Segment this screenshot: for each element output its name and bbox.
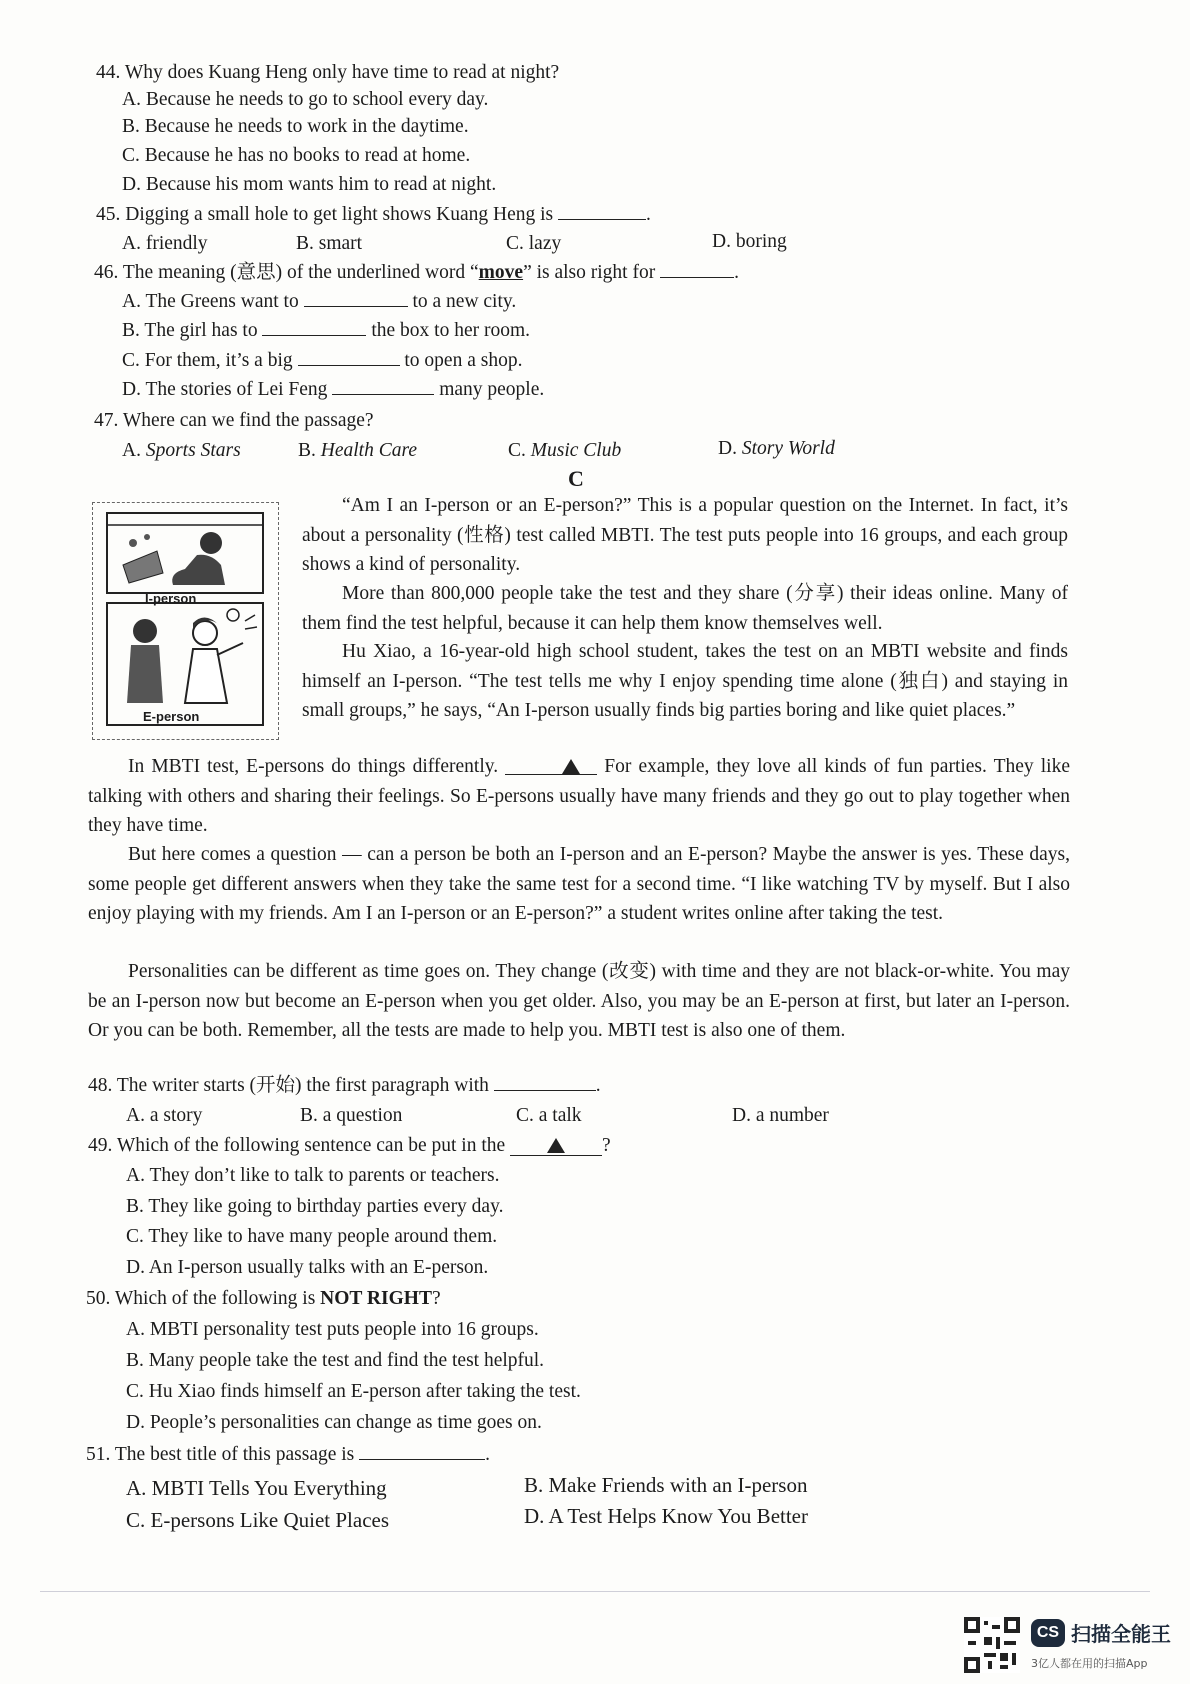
i-person-head xyxy=(200,532,222,554)
option-text: the box to her room. xyxy=(371,320,531,341)
camscanner-logo: CS xyxy=(1031,1619,1065,1647)
question-46-end: . xyxy=(734,262,739,283)
question-51 xyxy=(86,1442,490,1468)
question-49-option-c: C. They like to have many people around them. xyxy=(126,1226,498,1247)
question-51-option-b: B. Make Friends with an I-person xyxy=(524,1473,808,1497)
footer-divider xyxy=(40,1591,1150,1592)
triangle-icon xyxy=(547,1138,565,1153)
option-letter: B. xyxy=(298,440,316,461)
question-49 xyxy=(88,1133,611,1159)
question-46-option-a xyxy=(122,289,516,315)
question-44-stem: Why does Kuang Heng only have time to read at night? xyxy=(124,62,560,83)
question-44 xyxy=(96,60,559,86)
question-47-option-a xyxy=(122,438,241,464)
triangle-blank xyxy=(510,1136,602,1156)
question-51-stem: 51. The best title of this passage is xyxy=(86,1444,355,1465)
question-47: 47. Where can we find the passage? xyxy=(94,410,374,431)
option-text: A. The Greens want to xyxy=(122,291,299,312)
question-49-option-d: D. An I-person usually talks with an E-person. xyxy=(126,1257,489,1278)
question-44-number: 44. xyxy=(96,62,121,83)
question-45 xyxy=(96,202,651,228)
question-45-stem: 45. Digging a small hole to get light shows Kuang Heng is xyxy=(96,204,554,225)
paragraph-text: In MBTI test, E-persons do things differently. xyxy=(128,756,499,777)
question-44-option-c: C. Because he has no books to read at home. xyxy=(122,145,471,166)
passage-paragraph-2: More than 800,000 people take the test and they share (分享) their ideas online. Many of them find the test helpful, because it can help them know themselves well. xyxy=(302,583,1068,634)
e-person-body-left xyxy=(127,645,163,703)
option-letter: D. xyxy=(718,438,737,459)
question-51-option-d: D. A Test Helps Know You Better xyxy=(524,1504,808,1528)
question-48-option-a: A. a story xyxy=(126,1105,203,1126)
section-c-title: C xyxy=(568,466,584,491)
triangle-blank xyxy=(505,755,597,775)
personality-illustration xyxy=(92,502,279,740)
i-person-notes xyxy=(144,534,150,540)
question-46-stem-pre: 46. The meaning (意思) of the underlined word “ xyxy=(94,262,479,283)
option-text: C. For them, it’s a big xyxy=(122,350,293,371)
question-47-option-c xyxy=(508,438,621,464)
question-45-option-b: B. smart xyxy=(296,233,363,254)
answer-blank xyxy=(359,1443,485,1460)
passage-paragraph-3: Hu Xiao, a 16-year-old high school student, takes the test on an MBTI website and finds himself an I-person. “The test tells me why I enjoy spending time alone (独白) and staying in small groups,” he says, “An I-person usually finds big parties boring and like quiet places.” xyxy=(302,641,1068,721)
e-person-label: E-person xyxy=(143,709,200,724)
i-person-book xyxy=(123,551,163,583)
paragraph-text: For example, they love all kinds of fun parties. They like talking with others and sharing their feelings. So E-persons usually have many friends and they go out to play together when they have time. xyxy=(88,756,1071,836)
question-44-option-a: A. Because he needs to go to school every day. xyxy=(122,89,489,110)
question-45-option-c: C. lazy xyxy=(506,233,562,254)
question-48-option-c: C. a talk xyxy=(516,1105,582,1126)
question-44-option-b: B. Because he needs to work in the daytime. xyxy=(122,116,469,137)
answer-blank xyxy=(494,1074,596,1091)
question-50-stem: 50. Which of the following is xyxy=(86,1288,316,1309)
question-48-option-b: B. a question xyxy=(300,1105,403,1126)
question-45-end: . xyxy=(646,204,651,225)
passage-paragraph-1: “Am I an I-person or an E-person?” This is a popular question on the Internet. In fact, it’s about a personality (性格) test called MBTI. The test puts people into 16 groups, and each group shows a kind of personality. xyxy=(302,495,1068,575)
option-letter: A. xyxy=(122,440,141,461)
answer-blank xyxy=(558,203,646,220)
scanner-brand-name: 扫描全能王 xyxy=(1071,1622,1171,1646)
passage-paragraph-4 xyxy=(88,752,1070,841)
option-text: Music Club xyxy=(530,440,622,461)
option-text: many people. xyxy=(439,379,545,400)
question-50 xyxy=(86,1286,441,1312)
question-46-option-b xyxy=(122,318,530,344)
question-51-option-c: C. E-persons Like Quiet Places xyxy=(126,1508,390,1532)
option-text: Health Care xyxy=(320,440,417,461)
question-51-option-a: A. MBTI Tells You Everything xyxy=(126,1476,387,1500)
question-47-option-b xyxy=(298,438,417,464)
question-48-end: . xyxy=(595,1075,601,1096)
option-text: D. The stories of Lei Feng xyxy=(122,379,328,400)
option-text: Story World xyxy=(741,438,835,459)
question-50-option-a: A. MBTI personality test puts people into 16 groups. xyxy=(126,1319,539,1340)
option-text: to a new city. xyxy=(412,291,517,312)
question-49-option-a: A. They don’t like to talk to parents or teachers. xyxy=(126,1165,500,1186)
question-47-option-d xyxy=(718,436,835,462)
question-50-option-c: C. Hu Xiao finds himself an E-person after taking the test. xyxy=(126,1381,581,1402)
question-45-option-a: A. friendly xyxy=(122,233,208,254)
answer-blank xyxy=(660,261,734,278)
question-48-option-d: D. a number xyxy=(732,1105,829,1126)
question-49-stem: 49. Which of the following sentence can be put in the xyxy=(88,1135,506,1156)
illustration-drawing xyxy=(93,503,278,739)
underlined-word: move xyxy=(478,262,524,283)
option-text: Sports Stars xyxy=(145,440,241,461)
question-51-end: . xyxy=(485,1444,491,1465)
question-49-option-b: B. They like going to birthday parties every day. xyxy=(126,1196,504,1217)
question-45-option-d: D. boring xyxy=(712,231,787,252)
e-person-speech xyxy=(227,609,239,621)
e-person-speech xyxy=(245,615,257,629)
i-person-notes xyxy=(129,539,137,547)
question-46-option-d xyxy=(122,377,544,403)
e-person-arm xyxy=(217,643,243,655)
e-person-head-left xyxy=(133,619,157,643)
option-text: B. The girl has to xyxy=(122,320,258,341)
i-person-body xyxy=(172,555,225,585)
question-48-stem: 48. The writer starts (开始) the first paragraph with xyxy=(88,1075,489,1096)
qr-code-icon xyxy=(964,1617,1020,1673)
e-person-head-right xyxy=(193,621,217,645)
i-person-label: I-person xyxy=(145,591,197,606)
option-blank xyxy=(332,378,434,395)
question-49-end: ? xyxy=(602,1135,611,1156)
option-blank xyxy=(262,319,366,336)
question-50-emphasis: NOT RIGHT xyxy=(320,1288,432,1309)
e-person-body-right xyxy=(185,649,227,703)
question-48 xyxy=(88,1073,601,1099)
question-46 xyxy=(94,260,739,286)
question-50-option-d: D. People’s personalities can change as time goes on. xyxy=(126,1412,542,1433)
question-46-option-c xyxy=(122,348,522,374)
passage-paragraph-6: Personalities can be different as time goes on. They change (改变) with time and they are not black-or-white. You may be an I-person now but become an E-person when you get older. Also, you may be an E-person at first, but later an I-person. Or you can be both. Remember, all the tests are made to help you. MBTI test is also one of them. xyxy=(88,961,1070,1041)
triangle-icon xyxy=(562,759,580,774)
option-blank xyxy=(298,349,400,366)
question-50-option-b: B. Many people take the test and find the test helpful. xyxy=(126,1350,545,1371)
option-blank xyxy=(304,290,408,307)
question-50-end: ? xyxy=(431,1288,441,1309)
option-text: to open a shop. xyxy=(404,350,523,371)
question-44-option-d: D. Because his mom wants him to read at night. xyxy=(122,174,497,195)
scanner-tagline: 3亿人都在用的扫描App xyxy=(1031,1657,1148,1670)
passage-paragraph-5: But here comes a question — can a person be both an I-person and an E-person? Maybe the answer is yes. These days, some people get different answers when they take the same test for a second time. “I like watching TV by myself. But I also enjoy playing with my friends. Am I an I-person or an E-person?” a student writes online after taking the test. xyxy=(88,844,1070,924)
question-46-stem-post: ” is also right for xyxy=(523,262,656,283)
option-letter: C. xyxy=(508,440,526,461)
